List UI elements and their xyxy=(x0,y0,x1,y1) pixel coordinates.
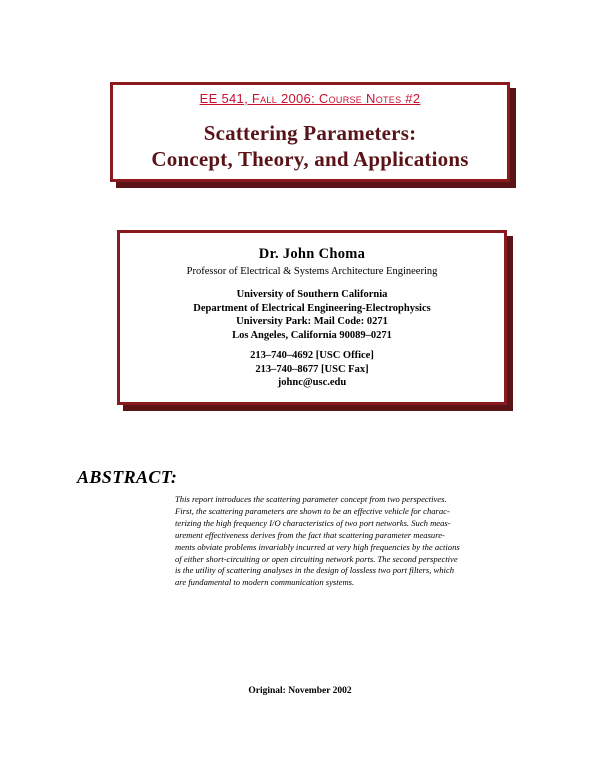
abstract-body xyxy=(175,494,545,589)
abstract-line: First, the scattering parameters are shown to be an effective vehicle for charac- xyxy=(175,505,450,516)
affiliation-line: Los Angeles, California 90089–0271 xyxy=(232,329,392,341)
abstract-line: urement effectiveness derives from the fact that scattering parameter measure- xyxy=(175,529,445,540)
abstract-heading: ABSTRACT: xyxy=(77,467,178,487)
original-date: Original: November 2002 xyxy=(248,686,352,696)
affiliation-line: University of Southern California xyxy=(236,289,388,300)
abstract-line: This report introduces the scattering parameter concept from two perspectives. xyxy=(175,494,447,504)
contact-block xyxy=(120,349,504,390)
phone-office: 213–740–4692 [USC Office] xyxy=(250,350,374,361)
phone-fax: 213–740–8677 [USC Fax] xyxy=(255,363,369,375)
author-box-frame xyxy=(117,230,507,405)
document-title-line-1: Scattering Parameters: xyxy=(203,121,417,145)
email: johnc@usc.edu xyxy=(277,377,347,388)
abstract-line: of either short-circuiting or open circuiting network ports. The second perspective xyxy=(175,553,458,564)
course-label: EE 541, Fall 2006: Course Notes #2 xyxy=(199,91,421,106)
affiliation-line: University Park: Mail Code: 0271 xyxy=(236,316,388,327)
abstract-line: terizing the high frequency I/O characteristics of two port networks. Such meas- xyxy=(175,517,451,528)
abstract-line: is the utility of scattering analyses in the design of lossless two port filters, which xyxy=(175,565,455,576)
document-title-line-2: Concept, Theory, and Applications xyxy=(151,147,469,171)
affiliation-block xyxy=(120,288,504,342)
abstract-line: ments obviate problems invariably incurred at very high frequencies by the actions xyxy=(175,541,460,552)
author-box xyxy=(117,230,507,405)
author-position: Professor of Electrical & Systems Architecture Engineering xyxy=(186,266,438,277)
title-box xyxy=(110,82,510,182)
abstract-line: are fundamental to modern communication systems. xyxy=(175,577,355,588)
author-name: Dr. John Choma xyxy=(258,246,366,262)
affiliation-line: Department of Electrical Engineering-Electrophysics xyxy=(193,302,431,314)
title-box-frame xyxy=(110,82,510,182)
